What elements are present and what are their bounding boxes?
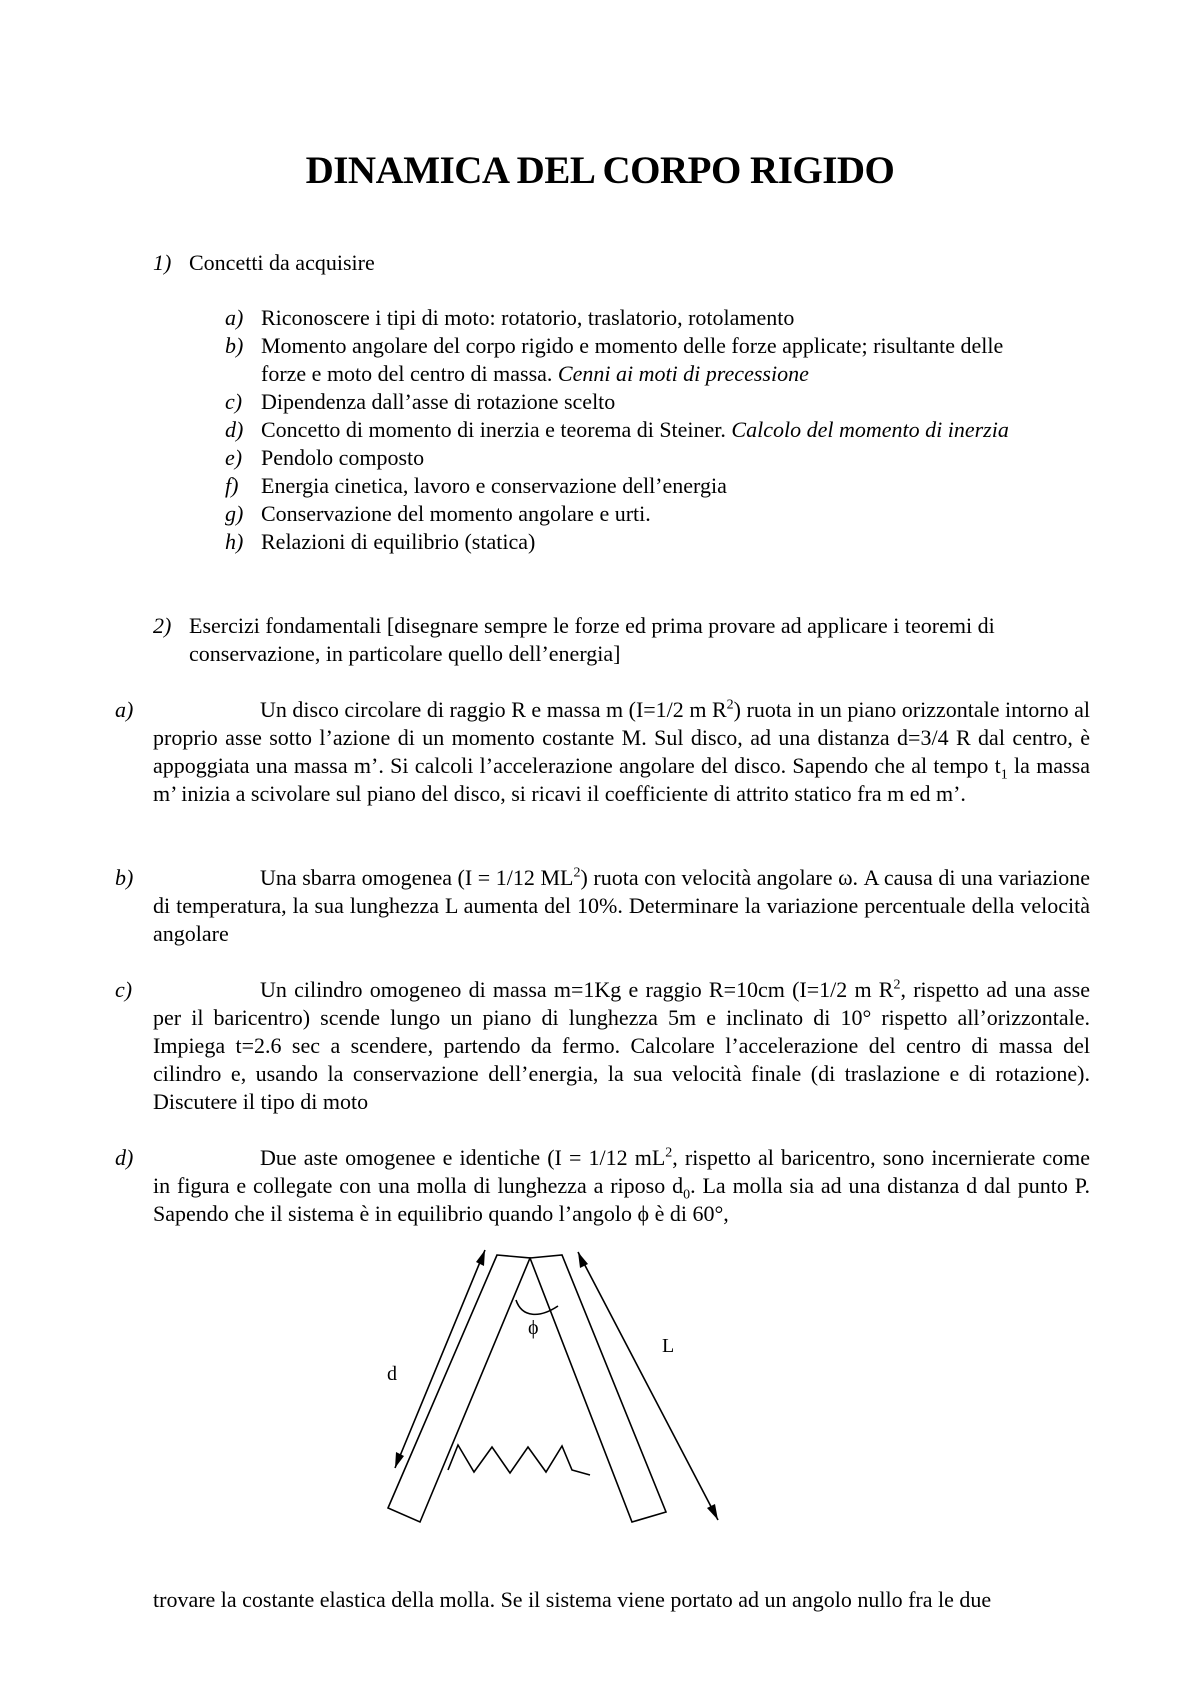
- left-rod: [388, 1255, 530, 1522]
- exercise-d-text: Due aste omogenee e identiche (I = 1/12 $mL^2$, rispetto al baricentro, sono incernierate come in figura e collegate con una molla di lunghezza a riposo $d_0$. La molla sia ad una distanza d dal punto P. Sapendo che il sistema è in equilibrio quando l’angolo ϕ è di 60°,: [153, 1145, 1090, 1226]
- list-item-continuation: [261, 360, 809, 388]
- list-item-letter: h): [225, 529, 244, 554]
- exercise-letter: a): [115, 697, 134, 722]
- section2-heading-continuation: conservazione, in particolare quello dell’energia]: [189, 641, 621, 666]
- figure-label-d: d: [387, 1363, 397, 1385]
- list-item: Relazioni di equilibrio (statica): [261, 529, 536, 554]
- page-title: DINAMICA DEL CORPO RIGIDO: [305, 149, 895, 192]
- list-item-italic: Cenni ai moti di precessione: [557, 361, 809, 386]
- arrowhead-icon: [578, 1252, 588, 1268]
- list-item-letter: a): [225, 305, 244, 330]
- exercise-d-after-figure: trovare la costante elastica della molla. Se il sistema viene portato ad un angolo nullo fra le due: [153, 1587, 992, 1612]
- distance-arrow-d: [395, 1250, 485, 1468]
- list-item: [261, 416, 1009, 444]
- list-item-letter: e): [225, 445, 243, 470]
- list-item: Riconoscere i tipi di moto: rotatorio, traslatorio, rotolamento: [261, 305, 795, 330]
- exercise-letter: d): [115, 1145, 134, 1170]
- list-item-letter: f): [225, 473, 239, 498]
- list-item-letter: c): [225, 389, 243, 414]
- section1-heading: Concetti da acquisire: [189, 250, 375, 275]
- list-item: Dipendenza dall’asse di rotazione scelto: [261, 389, 616, 414]
- list-item: Momento angolare del corpo rigido e momento delle forze applicate; risultante delle: [261, 333, 1004, 358]
- spring: [448, 1445, 590, 1475]
- list-item-text: forze e moto del centro di massa.: [261, 361, 558, 386]
- list-item-text: Concetto di momento di inerzia e teorema di Steiner.: [261, 417, 732, 442]
- length-arrow-L: [578, 1252, 718, 1520]
- exercise-b-text: Una sbarra omogenea (I = 1/12 $ML^2$) ruota con velocità angolare ω. A causa di una variazione di temperatura, la sua lunghezza L aumenta del 10%. Determinare la variazione percentuale della velocità angolare: [153, 865, 1090, 946]
- list-item: Conservazione del momento angolare e urti.: [261, 501, 651, 526]
- list-item-letter: g): [225, 501, 244, 526]
- exercise-c-text: Un cilindro omogeneo di massa m=1Kg e raggio R=10cm (I=1/2 m $R^2$, rispetto ad una asse per il baricentro) scende lungo un piano di lunghezza 5m e inclinato di 10° rispetto all’orizzontale. Impiega t=2.6 sec a scendere, partendo da fermo. Calcolare l’accelerazione del centro di massa del cilindro e, usando la conservazione dell’energia, la sua velocità finale (di traslazione e di rotazione). Discutere il tipo di moto: [153, 977, 1091, 1114]
- list-item-italic: Calcolo del momento di inerzia: [731, 417, 1009, 442]
- list-item-letter: d): [225, 417, 244, 442]
- exercise-a-text: Un disco circolare di raggio R e massa m (I=1/2 m $R^2$) ruota in un piano orizzontale intorno al proprio asse sotto l’azione di un momento costante M. Sul disco, ad una distanza d=3/4 R dal centro, è appoggiata una massa m’. Si calcoli l’accelerazione angolare del disco. Sapendo che al tempo $t_1$ la massa m’ inizia a scivolare sul piano del disco, si ricavi il coefficiente di attrito statico fra m ed m’.: [153, 697, 1090, 806]
- right-rod: [530, 1255, 666, 1522]
- list-item: Energia cinetica, lavoro e conservazione dell’energia: [261, 473, 727, 498]
- list-item: Pendolo composto: [261, 445, 425, 470]
- arrowhead-icon: [707, 1504, 718, 1520]
- section2-number: 2): [153, 613, 172, 638]
- exercise-letter: c): [115, 977, 133, 1002]
- figure-label-L: L: [662, 1335, 675, 1357]
- arrowhead-icon: [476, 1250, 485, 1266]
- figure-label-phi: ϕ: [528, 1317, 539, 1339]
- section2-heading: Esercizi fondamentali [disegnare sempre le forze ed prima provare ad applicare i teoremi di: [189, 613, 995, 638]
- section1-number: 1): [153, 250, 172, 275]
- exercise-letter: b): [115, 865, 134, 890]
- arrowhead-icon: [395, 1452, 404, 1468]
- list-item-letter: b): [225, 333, 244, 358]
- hinged-rods-figure: [360, 1240, 740, 1530]
